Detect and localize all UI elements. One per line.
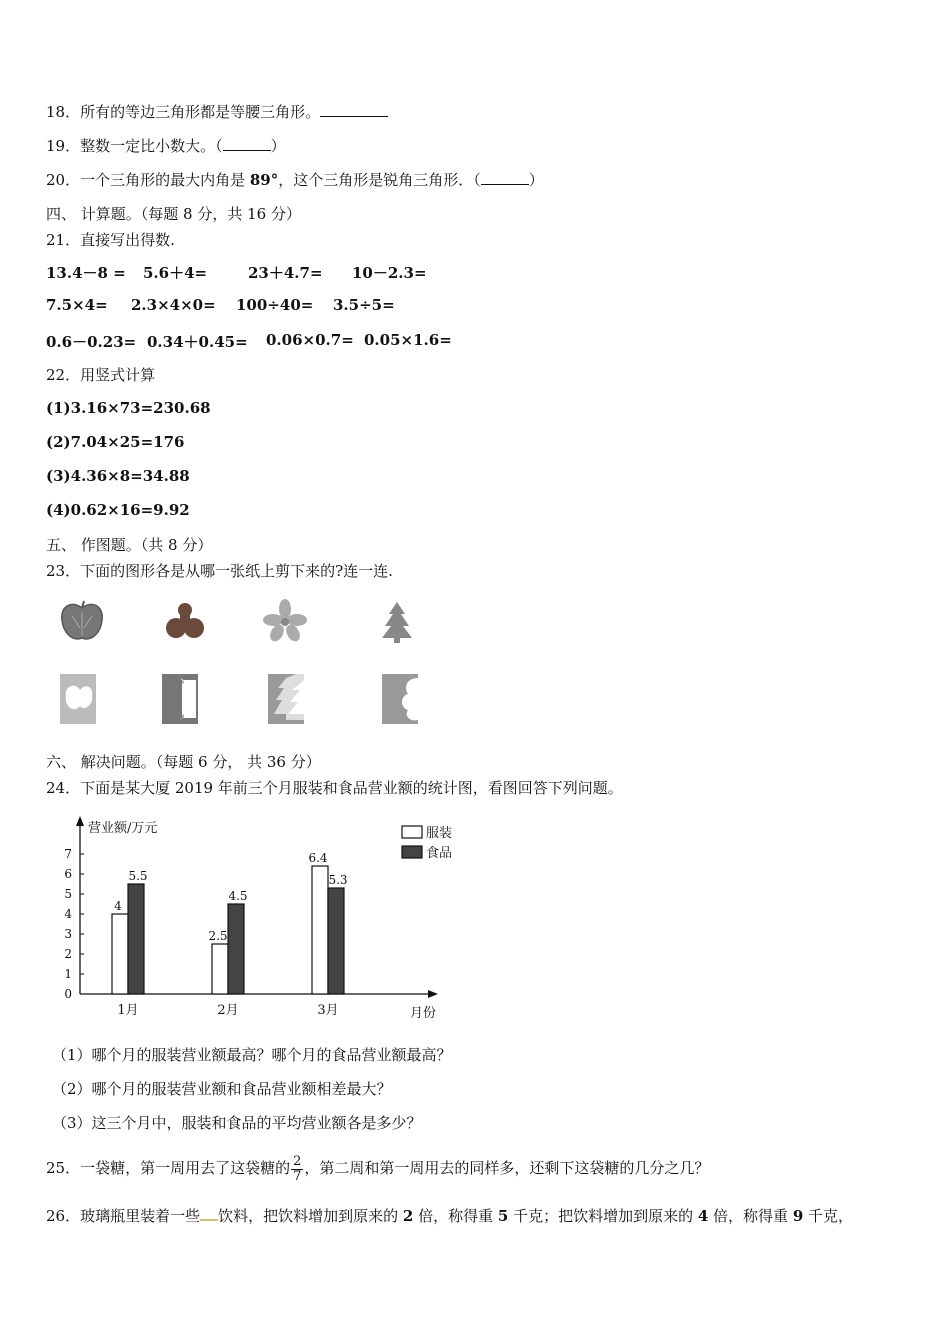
bar-clothing	[112, 914, 128, 994]
calc-item: 0.05×1.6=	[364, 331, 452, 349]
question-26: 26．玻璃瓶里装着一些 饮料，把饮料增加到原来的 2 倍，称得重 5 千克；把饮料增加到原来的 4 倍，称得重 9 千克，	[46, 1207, 854, 1225]
bar-value-label: 5.3	[328, 873, 348, 887]
calc-item: 13.4－8 =	[46, 264, 126, 282]
y-tick-label: 1	[64, 967, 72, 981]
question-23: 23．下面的图形各是从哪一张纸上剪下来的?连一连.	[46, 562, 393, 580]
calc-item: 10－2.3=	[352, 264, 427, 282]
legend-label: 服装	[426, 826, 453, 841]
y-tick-label: 4	[64, 907, 72, 921]
question-20: 20．一个三角形的最大内角是 89°，这个三角形是锐角三角形．（ ）	[46, 171, 544, 189]
answer-blank[interactable]	[320, 102, 388, 117]
section-4-title: 四、 计算题。（每题 8 分，共 16 分）	[46, 205, 301, 223]
calc-item: 2.3×4×0=	[131, 296, 216, 314]
bar-value-label: 2.5	[208, 929, 228, 943]
bar-clothing	[312, 866, 328, 994]
legend-swatch	[402, 846, 422, 858]
answer-blank[interactable]	[481, 170, 529, 185]
vertical-calc-item: (1)3.16×73=230.68	[46, 399, 211, 417]
section-5-title: 五、 作图题。（共 8 分）	[46, 536, 213, 554]
flower-shape-icon[interactable]	[262, 598, 308, 644]
question-25: 25．一袋糖，第一周用去了这袋糖的 $\frac{2}{7}$ ，第二周和第一周用去的同样多，还剩下这袋糖的几分之几？	[46, 1153, 710, 1184]
calc-item: 0.06×0.7=	[266, 331, 354, 349]
fraction: $\frac{2}{7}$	[293, 1153, 302, 1184]
cut-paper-2-icon[interactable]	[160, 672, 200, 726]
calc-item: 5.6＋4=	[143, 264, 208, 282]
calc-item: 0.6－0.23=	[46, 333, 137, 351]
question-24-sub-2: （2）哪个月的服装营业额和食品营业额相差最大？	[52, 1080, 392, 1098]
y-axis-label: 营业额/万元	[88, 821, 158, 836]
cut-paper-1-icon[interactable]	[58, 672, 98, 726]
question-19: 19．整数一定比小数大。（ ）	[46, 137, 286, 155]
highlight-mark	[200, 1207, 218, 1221]
vertical-calc-item: (4)0.62×16=9.92	[46, 501, 190, 519]
bar-food	[328, 888, 344, 994]
x-axis-arrow	[428, 990, 438, 998]
question-24-sub-1: （1）哪个月的服装营业额最高？哪个月的食品营业额最高？	[52, 1046, 452, 1064]
bar-value-label: 5.5	[128, 869, 148, 883]
y-tick-label: 5	[64, 887, 72, 901]
legend-label: 食品	[426, 846, 453, 861]
y-tick-label: 6	[64, 867, 72, 881]
question-21: 21．直接写出得数.	[46, 231, 175, 249]
bar-chart	[40, 812, 460, 1030]
bar-food	[228, 904, 244, 994]
question-24-sub-3: （3）这三个月中，服装和食品的平均营业额各是多少？	[52, 1114, 422, 1132]
y-tick-label: 0	[64, 987, 72, 1001]
cut-paper-3-icon[interactable]	[266, 672, 306, 726]
tree-shape-icon[interactable]	[374, 598, 420, 644]
bar-value-label: 6.4	[308, 851, 328, 865]
gourd-shape-icon[interactable]	[162, 598, 208, 644]
x-axis-label: 月份	[409, 1006, 437, 1021]
vertical-calc-item: (3)4.36×8=34.88	[46, 467, 190, 485]
x-tick-label: 2月	[217, 1003, 239, 1018]
bar-clothing	[212, 944, 228, 994]
question-22: 22．用竖式计算	[46, 366, 156, 384]
bar-food	[128, 884, 144, 994]
calc-item: 100÷40=	[236, 296, 314, 314]
calc-item: 23＋4.7=	[248, 264, 323, 282]
bar-value-label: 4.5	[228, 889, 248, 903]
y-tick-label: 7	[64, 847, 72, 861]
calc-item: 0.34＋0.45=	[147, 333, 248, 351]
calc-item: 7.5×4=	[46, 296, 108, 314]
apple-shape-icon[interactable]	[58, 598, 106, 644]
section-6-title: 六、 解决问题。（每题 6 分， 共 36 分）	[46, 753, 321, 771]
x-tick-label: 3月	[317, 1003, 339, 1018]
question-18: 18．所有的等边三角形都是等腰三角形。	[46, 102, 388, 122]
question-24: 24．下面是某大厦 2019 年前三个月服装和食品营业额的统计图，看图回答下列问题。	[46, 779, 623, 797]
y-tick-label: 2	[64, 947, 72, 961]
y-axis-arrow	[76, 816, 84, 826]
cut-paper-4-icon[interactable]	[380, 672, 420, 726]
calc-item: 3.5÷5=	[333, 296, 395, 314]
legend-swatch	[402, 826, 422, 838]
bar-value-label: 4	[114, 899, 122, 913]
x-tick-label: 1月	[117, 1003, 139, 1018]
y-tick-label: 3	[64, 927, 72, 941]
answer-blank[interactable]	[223, 136, 271, 151]
vertical-calc-item: (2)7.04×25=176	[46, 433, 185, 451]
